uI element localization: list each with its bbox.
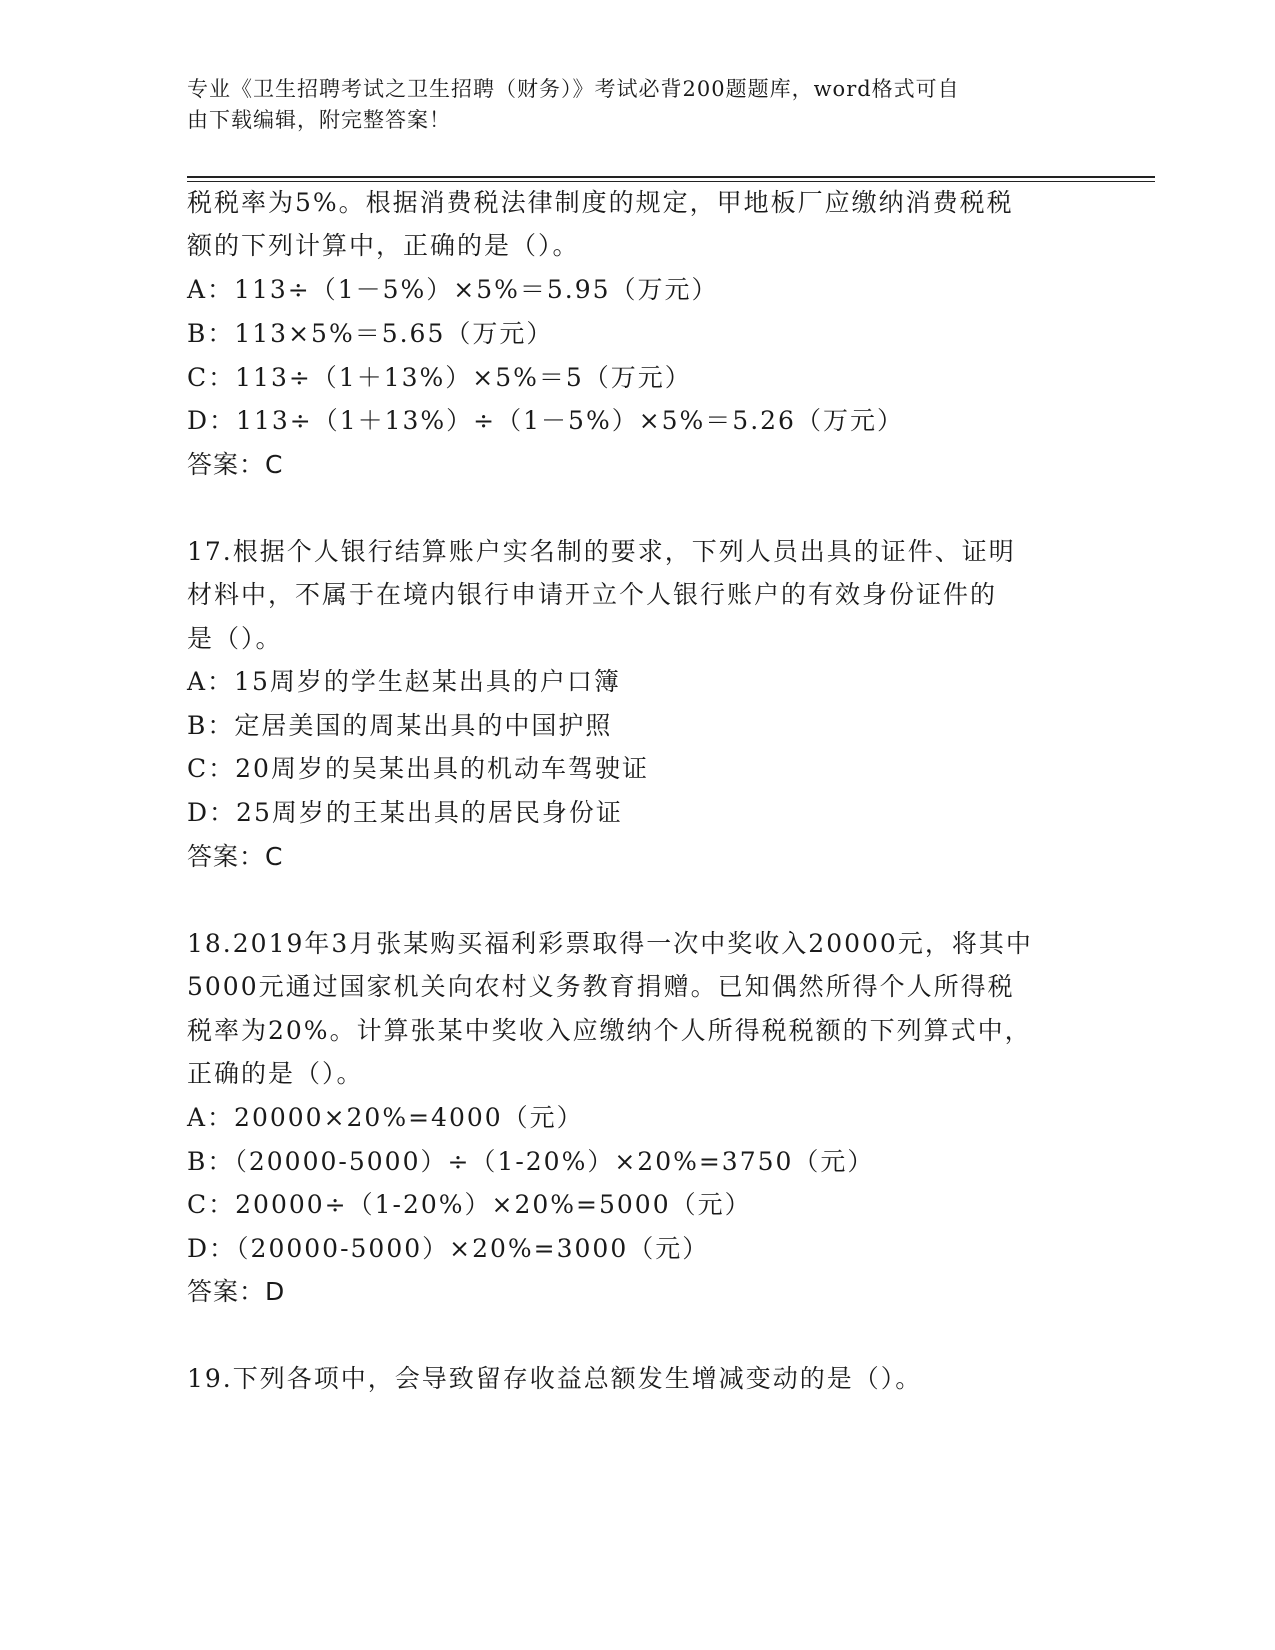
q18-option-a: A：20000×20%=4000（元） bbox=[187, 1103, 584, 1132]
q17-stem-line-1: 17.根据个人银行结算账户实名制的要求，下列人员出具的证件、证明 bbox=[187, 537, 1016, 566]
q18-option-b: B：（20000-5000）÷（1-20%）×20%=3750（元） bbox=[187, 1147, 875, 1176]
q18-stem-line-1: 18.2019年3月张某购买福利彩票取得一次中奖收入20000元，将其中 bbox=[187, 929, 1033, 958]
q17-answer: 答案：C bbox=[187, 842, 284, 871]
q17-option-b: B：定居美国的周某出具的中国护照 bbox=[187, 711, 613, 740]
q18-option-c: C：20000÷（1-20%）×20%=5000（元） bbox=[187, 1190, 752, 1219]
q18-stem-line-2: 5000元通过国家机关向农村义务教育捐赠。已知偶然所得个人所得税 bbox=[187, 972, 1015, 1001]
page-header bbox=[187, 74, 1087, 136]
q17-stem-line-3: 是（）。 bbox=[187, 624, 283, 653]
header-line-1: 专业《卫生招聘考试之卫生招聘（财务）》考试必背200题题库，word格式可自 bbox=[187, 77, 960, 101]
q16-answer: 答案：C bbox=[187, 450, 284, 479]
q16-option-d: D：113÷（1＋13%）÷（1－5%）×5%＝5.26（万元） bbox=[187, 406, 904, 435]
q16-option-b: B：113×5%＝5.65（万元） bbox=[187, 319, 554, 348]
q16-option-c: C：113÷（1＋13%）×5%＝5（万元） bbox=[187, 363, 692, 392]
q17-stem-line-2: 材料中，不属于在境内银行申请开立个人银行账户的有效身份证件的 bbox=[187, 580, 998, 609]
header-rule-thick bbox=[187, 176, 1155, 178]
q16-stem-line-1: 税税率为5%。根据消费税法律制度的规定，甲地板厂应缴纳消费税税 bbox=[187, 188, 1014, 217]
q16-stem-line-2: 额的下列计算中，正确的是（）。 bbox=[187, 231, 580, 260]
q18-answer: 答案：D bbox=[187, 1277, 286, 1306]
header-line-2: 由下载编辑，附完整答案！ bbox=[187, 108, 451, 132]
q17-option-d: D：25周岁的王某出具的居民身份证 bbox=[187, 798, 623, 827]
q19-stem-line-1: 19.下列各项中，会导致留存收益总额发生增减变动的是（）。 bbox=[187, 1364, 923, 1393]
q18-stem-line-4: 正确的是（）。 bbox=[187, 1059, 364, 1088]
q18-option-d: D：（20000-5000）×20%=3000（元） bbox=[187, 1234, 710, 1263]
q17-option-c: C：20周岁的吴某出具的机动车驾驶证 bbox=[187, 754, 649, 783]
q18-stem-line-3: 税率为20%。计算张某中奖收入应缴纳个人所得税税额的下列算式中， bbox=[187, 1016, 1032, 1045]
header-rule-thin bbox=[187, 181, 1155, 182]
q17-option-a: A：15周岁的学生赵某出具的户口簿 bbox=[187, 667, 621, 696]
q16-option-a: A：113÷（1－5%）×5%＝5.95（万元） bbox=[187, 275, 719, 304]
